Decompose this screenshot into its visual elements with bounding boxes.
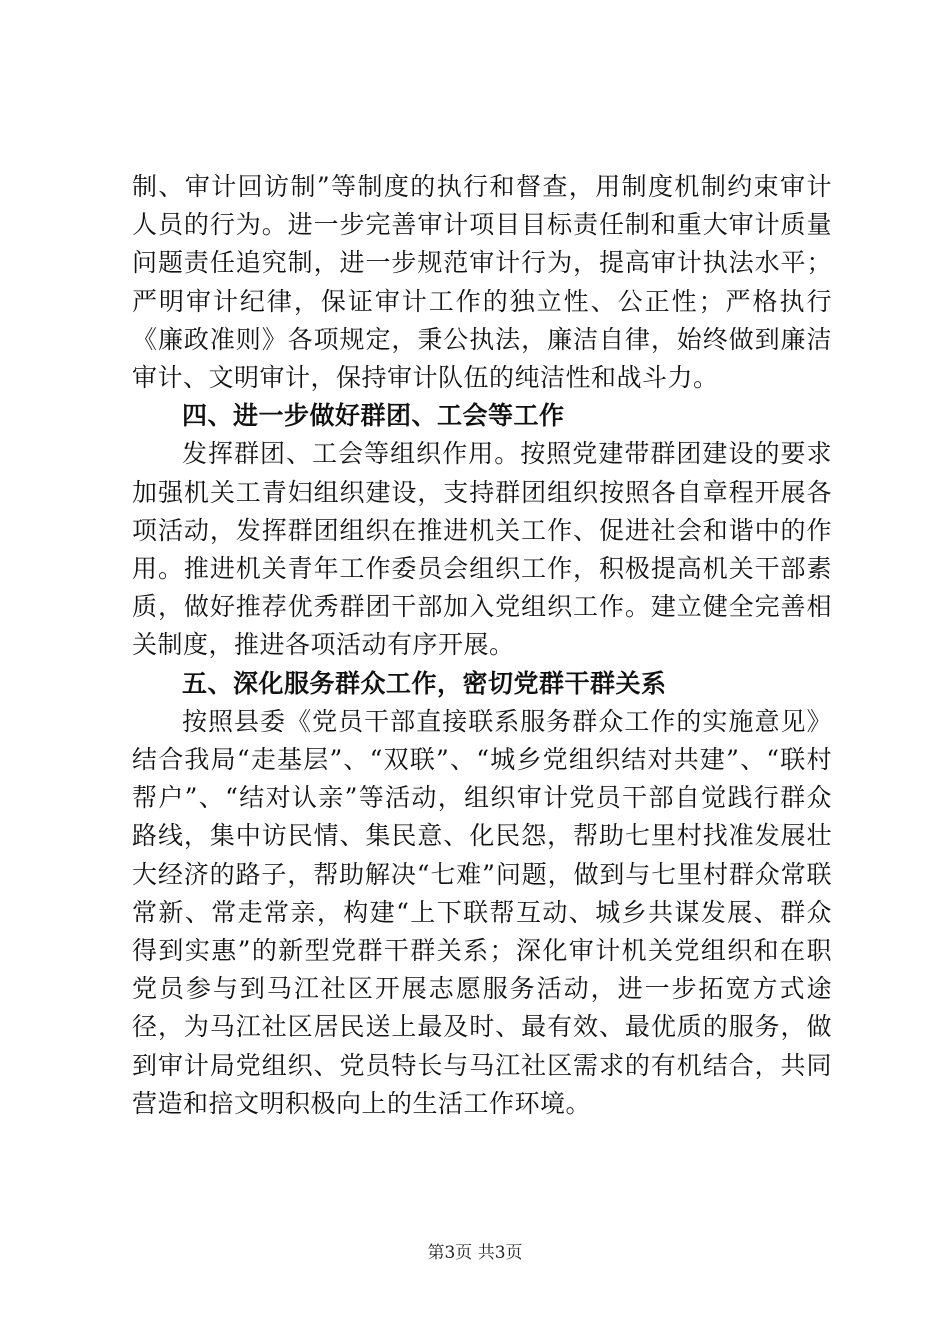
section-heading-four: 四、进一步做好群团、工会等工作 bbox=[182, 401, 565, 431]
paragraph-mass-organizations: 发挥群团、工会等组织作用。按照党建带群团建设的要求加强机关工青妇组织建设，支持群团组织按照各自章程开展各项活动，发挥群团组织在推进机关工作、促进社会和谐中的作用。推进机关青年工作委员会组织工作，积极提高机关干部素质，做好推荐优秀群团干部加入党组织工作。建立健全完善相关制度，推进各项活动有序开展。 bbox=[132, 439, 832, 660]
document-body bbox=[132, 168, 832, 1123]
paragraph-serving-masses: 按照县委《党员干部直接联系服务群众工作的实施意见》结合我局“走基层”、“双联”、“城乡党组织结对共建”、“联村帮户”、“结对认亲”等活动，组织审计党员干部自觉践行群众路线，集中访民情、集民意、化民怨，帮助七里村找准发展壮大经济的路子，帮助解决“七难”问题，做到与七里村群众常联常新、常走常亲，构建“上下联帮互动、城乡共谋发展、群众得到实惠”的新型党群干群关系；深化审计机关党组织和在职党员参与到马江社区开展志愿服务活动，进一步拓宽方式途径，为马江社区居民送上最及时、最有效、最优质的服务，做到审计局党组织、党员特长与马江社区需求的有机结合，共同营造和掊文明积极向上的生活工作环境。 bbox=[132, 706, 832, 1118]
section-heading-five: 五、深化服务群众工作，密切党群干群关系 bbox=[182, 668, 667, 698]
page-number-footer: 第3页 共3页 bbox=[427, 1243, 523, 1263]
paragraph-audit-discipline: 制、审计回访制”等制度的执行和督查，用制度机制约束审计人员的行为。进一步完善审计项目目标责任制和重大审计质量问题责任追究制，进一步规范审计行为，提高审计执法水平；严明审计纪律，保证审计工作的独立性、公正性；严格执行《廉政准则》各项规定，秉公执法，廉洁自律，始终做到廉洁审计、文明审计，保持审计队伍的纯洁性和战斗力。 bbox=[132, 172, 832, 393]
